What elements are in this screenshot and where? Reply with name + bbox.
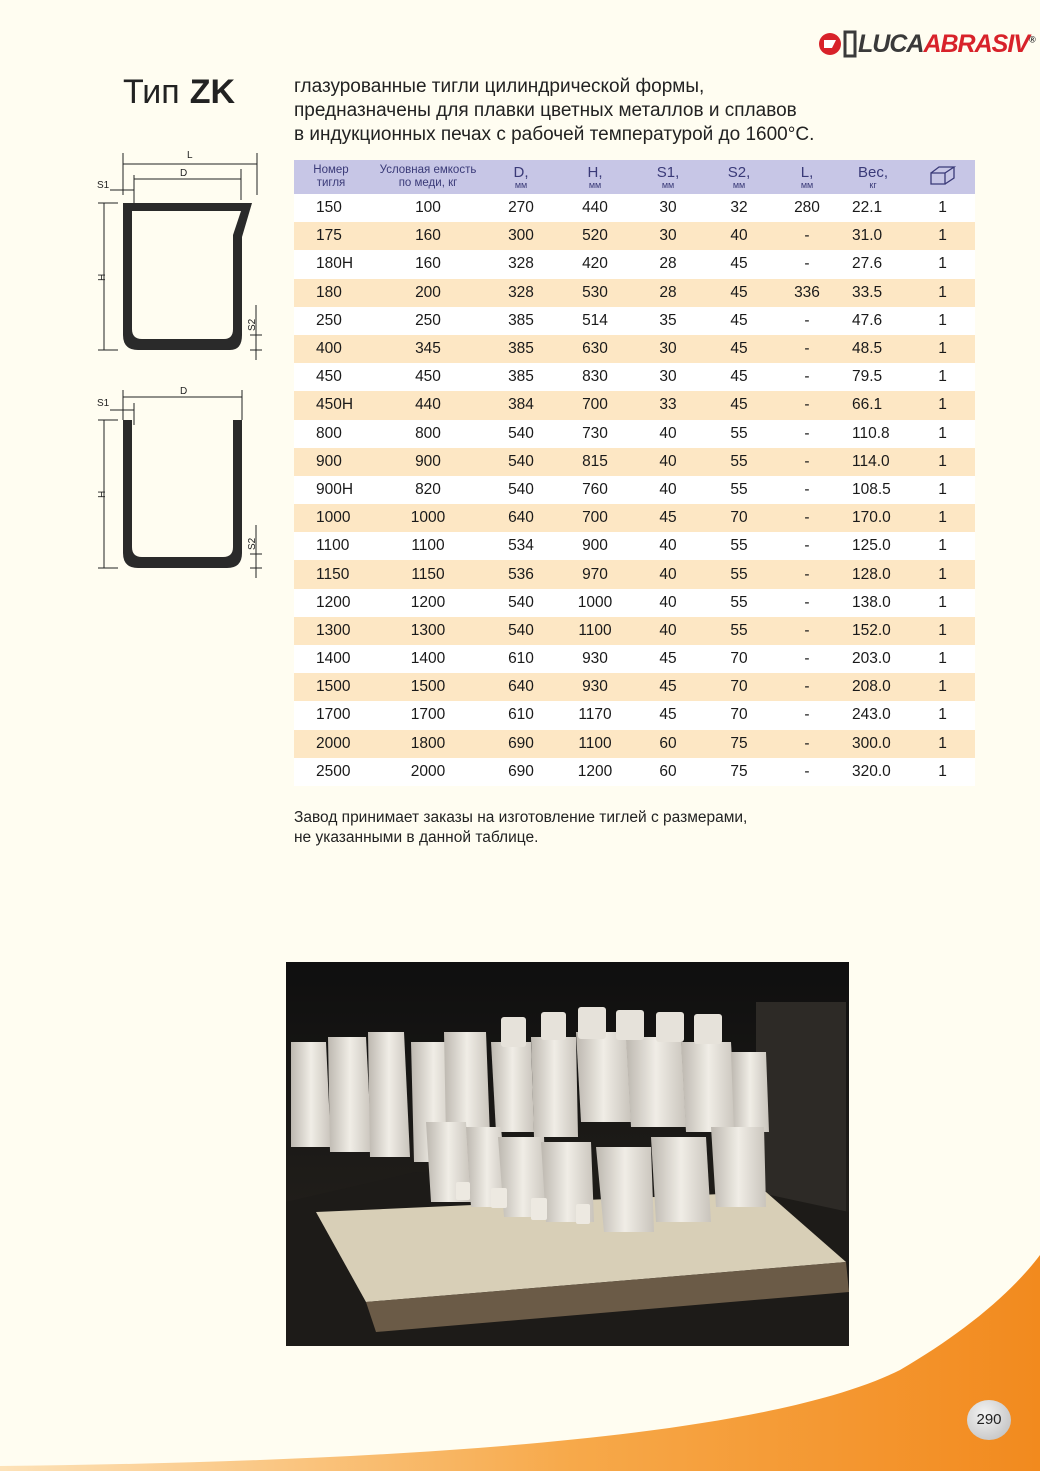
table-cell: 300.0 — [836, 730, 910, 758]
table-cell: 700 — [554, 391, 636, 419]
table-cell: 1700 — [294, 701, 368, 729]
table-cell: 55 — [700, 532, 778, 560]
table-cell: 55 — [700, 589, 778, 617]
table-cell: 45 — [700, 307, 778, 335]
cylindrical-crucible-outline — [123, 420, 242, 568]
table-row — [294, 448, 975, 476]
table-row — [294, 730, 975, 758]
table-cell: 900 — [554, 532, 636, 560]
table-cell: 138.0 — [836, 589, 910, 617]
table-cell: 55 — [700, 448, 778, 476]
header-line: Условная емкость — [379, 164, 477, 176]
header-line: S2, — [727, 163, 751, 181]
table-cell: 900 — [294, 448, 368, 476]
table-row — [294, 645, 975, 673]
table-cell: 540 — [488, 420, 554, 448]
table-cell: 385 — [488, 307, 554, 335]
table-cell: 328 — [488, 279, 554, 307]
table-cell: - — [778, 476, 836, 504]
header-S1 — [636, 160, 700, 194]
header-unit: кг — [869, 179, 877, 190]
table-cell: 336 — [778, 279, 836, 307]
table-cell: 45 — [636, 645, 700, 673]
table-cell: 243.0 — [836, 701, 910, 729]
table-cell: 1 — [910, 673, 975, 701]
header-line: Номер — [313, 164, 349, 176]
table-cell: 700 — [554, 504, 636, 532]
crucible-spec-table — [294, 160, 975, 786]
table-cell: 200 — [368, 279, 488, 307]
table-cell: 125.0 — [836, 532, 910, 560]
header-L — [778, 160, 836, 194]
table-cell: 385 — [488, 335, 554, 363]
table-cell: 180 — [294, 279, 368, 307]
table-cell: 33 — [636, 391, 700, 419]
table-cell: 203.0 — [836, 645, 910, 673]
table-cell: 1300 — [294, 617, 368, 645]
table-cell: 160 — [368, 250, 488, 278]
table-cell: 400 — [294, 335, 368, 363]
table-cell: 1 — [910, 448, 975, 476]
table-cell: 520 — [554, 222, 636, 250]
table-cell: 152.0 — [836, 617, 910, 645]
package-box-icon — [928, 164, 958, 186]
logo-text-abrasiv: ABRASIV — [923, 30, 1029, 58]
table-cell: 270 — [488, 194, 554, 222]
table-cell: 40 — [636, 560, 700, 588]
table-cell: 175 — [294, 222, 368, 250]
table-cell: 610 — [488, 645, 554, 673]
table-cell: 514 — [554, 307, 636, 335]
table-cell: 35 — [636, 307, 700, 335]
table-cell: - — [778, 532, 836, 560]
table-cell: 384 — [488, 391, 554, 419]
label-D-bottom: D — [180, 386, 188, 397]
table-cell: 530 — [554, 279, 636, 307]
table-cell: 1 — [910, 589, 975, 617]
registered-mark: ® — [1028, 34, 1035, 45]
table-cell: 40 — [636, 420, 700, 448]
table-cell: 1000 — [294, 504, 368, 532]
crucible-technical-drawing — [90, 145, 280, 585]
table-cell: 900H — [294, 476, 368, 504]
table-cell: 170.0 — [836, 504, 910, 532]
table-cell: 320.0 — [836, 758, 910, 786]
table-cell: 47.6 — [836, 307, 910, 335]
header-package — [910, 160, 975, 194]
table-cell: 28 — [636, 250, 700, 278]
table-cell: 75 — [700, 758, 778, 786]
table-cell: 60 — [636, 758, 700, 786]
header-H — [554, 160, 636, 194]
header-D — [488, 160, 554, 194]
table-cell: 22.1 — [836, 194, 910, 222]
table-cell: 28 — [636, 279, 700, 307]
label-S2: S2 — [247, 318, 258, 331]
label-D: D — [180, 168, 188, 179]
table-cell: 55 — [700, 617, 778, 645]
table-cell: 1 — [910, 758, 975, 786]
table-cell: 128.0 — [836, 560, 910, 588]
crucibles-photo — [286, 962, 849, 1346]
table-cell: 60 — [636, 730, 700, 758]
table-cell: 540 — [488, 476, 554, 504]
header-number — [294, 160, 368, 194]
table-cell: 40 — [636, 617, 700, 645]
table-cell: 27.6 — [836, 250, 910, 278]
table-cell: 1 — [910, 363, 975, 391]
table-row — [294, 307, 975, 335]
table-cell: 640 — [488, 673, 554, 701]
table-cell: 1300 — [368, 617, 488, 645]
table-row — [294, 673, 975, 701]
table-cell: 900 — [368, 448, 488, 476]
table-cell: 815 — [554, 448, 636, 476]
table-cell: - — [778, 589, 836, 617]
table-row — [294, 250, 975, 278]
table-cell: 45 — [700, 335, 778, 363]
table-cell: - — [778, 730, 836, 758]
table-cell: 32 — [700, 194, 778, 222]
table-cell: 45 — [700, 250, 778, 278]
table-cell: 1 — [910, 476, 975, 504]
table-row — [294, 363, 975, 391]
table-cell: 1 — [910, 701, 975, 729]
header-line: H, — [587, 163, 603, 181]
table-cell: 536 — [488, 560, 554, 588]
header-line: тигля — [316, 177, 346, 189]
title-type: ZK — [189, 73, 236, 111]
table-cell: - — [778, 560, 836, 588]
table-cell: 66.1 — [836, 391, 910, 419]
table-cell: 450 — [294, 363, 368, 391]
table-cell: 1100 — [294, 532, 368, 560]
label-S1: S1 — [97, 180, 110, 191]
table-cell: 610 — [488, 701, 554, 729]
table-cell: 800 — [368, 420, 488, 448]
crucible-with-spout-outline — [123, 203, 252, 350]
table-cell: 79.5 — [836, 363, 910, 391]
header-unit: мм — [800, 179, 814, 190]
table-cell: 1200 — [554, 758, 636, 786]
table-cell: - — [778, 448, 836, 476]
header-line: Вес, — [857, 163, 888, 181]
table-cell: 208.0 — [836, 673, 910, 701]
table-cell: 1400 — [368, 645, 488, 673]
table-cell: 1000 — [368, 504, 488, 532]
table-cell: 30 — [636, 194, 700, 222]
table-cell: 70 — [700, 673, 778, 701]
table-row — [294, 560, 975, 588]
table-cell: 1150 — [368, 560, 488, 588]
note-line: Завод принимает заказы на изготовление тиглей с размерами, — [294, 809, 748, 826]
table-cell: 1700 — [368, 701, 488, 729]
table-cell: 70 — [700, 645, 778, 673]
table-cell: 1200 — [368, 589, 488, 617]
table-cell: 30 — [636, 222, 700, 250]
table-cell: 1 — [910, 504, 975, 532]
label-H-bottom: H — [97, 490, 108, 498]
description-line: предназначены для плавки цветных металлов и сплавов — [294, 100, 797, 121]
table-cell: 70 — [700, 504, 778, 532]
table-cell: 1 — [910, 560, 975, 588]
table-row — [294, 194, 975, 222]
logo-text-luca: LUCA — [858, 30, 924, 58]
header-line: S1, — [656, 163, 680, 181]
table-cell: 55 — [700, 420, 778, 448]
order-note — [294, 808, 747, 848]
table-cell: 1800 — [368, 730, 488, 758]
page-number-badge: 290 — [967, 1400, 1011, 1440]
table-cell: 1 — [910, 335, 975, 363]
table-cell: 820 — [368, 476, 488, 504]
brand-logo — [858, 30, 1035, 59]
table-row — [294, 589, 975, 617]
table-cell: 150 — [294, 194, 368, 222]
table-cell: 48.5 — [836, 335, 910, 363]
table-row — [294, 758, 975, 786]
table-cell: 930 — [554, 673, 636, 701]
table-cell: - — [778, 391, 836, 419]
page-title — [123, 73, 235, 112]
table-cell: 440 — [554, 194, 636, 222]
table-cell: 100 — [368, 194, 488, 222]
table-cell: 1100 — [554, 617, 636, 645]
table-cell: 830 — [554, 363, 636, 391]
label-S2-bottom: S2 — [247, 537, 258, 550]
table-cell: 1000 — [554, 589, 636, 617]
table-cell: 630 — [554, 335, 636, 363]
table-row — [294, 532, 975, 560]
table-cell: 45 — [636, 673, 700, 701]
table-cell: 534 — [488, 532, 554, 560]
label-L: L — [187, 150, 193, 161]
table-cell: 540 — [488, 617, 554, 645]
table-cell: 30 — [636, 363, 700, 391]
table-cell: 1 — [910, 391, 975, 419]
table-cell: 1170 — [554, 701, 636, 729]
table-cell: 250 — [368, 307, 488, 335]
table-cell: 114.0 — [836, 448, 910, 476]
table-cell: 1 — [910, 645, 975, 673]
table-row — [294, 617, 975, 645]
table-cell: 730 — [554, 420, 636, 448]
table-cell: 328 — [488, 250, 554, 278]
table-cell: 345 — [368, 335, 488, 363]
table-cell: - — [778, 701, 836, 729]
header-unit: мм — [514, 179, 528, 190]
label-H: H — [97, 273, 108, 281]
table-cell: - — [778, 363, 836, 391]
table-cell: 75 — [700, 730, 778, 758]
table-cell: 1 — [910, 250, 975, 278]
table-cell: 45 — [700, 279, 778, 307]
table-cell: - — [778, 335, 836, 363]
table-cell: 1200 — [294, 589, 368, 617]
table-cell: - — [778, 250, 836, 278]
table-cell: 1500 — [368, 673, 488, 701]
table-cell: 2000 — [294, 730, 368, 758]
table-cell: 1 — [910, 730, 975, 758]
table-cell: 640 — [488, 504, 554, 532]
table-cell: 1100 — [368, 532, 488, 560]
header-unit: мм — [732, 179, 746, 190]
table-cell: 690 — [488, 758, 554, 786]
header-line: L, — [800, 163, 814, 181]
description-line: в индукционных печах с рабочей температурой до 1600°C. — [294, 124, 815, 145]
table-header-row — [294, 160, 975, 194]
table-cell: 40 — [636, 532, 700, 560]
description — [294, 75, 944, 147]
table-row — [294, 701, 975, 729]
header-line: D, — [513, 163, 529, 181]
table-row — [294, 504, 975, 532]
label-S1-bottom: S1 — [97, 398, 110, 409]
table-cell: 30 — [636, 335, 700, 363]
table-cell: 108.5 — [836, 476, 910, 504]
table-cell: 540 — [488, 589, 554, 617]
table-cell: - — [778, 758, 836, 786]
table-cell: - — [778, 673, 836, 701]
table-cell: 280 — [778, 194, 836, 222]
table-cell: 70 — [700, 701, 778, 729]
table-cell: 250 — [294, 307, 368, 335]
table-cell: 385 — [488, 363, 554, 391]
table-row — [294, 222, 975, 250]
table-cell: 450 — [368, 363, 488, 391]
table-row — [294, 335, 975, 363]
table-cell: 450H — [294, 391, 368, 419]
header-line: по меди, кг — [398, 177, 458, 189]
title-prefix: Тип — [123, 73, 180, 111]
table-cell: 55 — [700, 476, 778, 504]
table-cell: 1 — [910, 617, 975, 645]
table-row — [294, 279, 975, 307]
table-row — [294, 476, 975, 504]
table-cell: 2500 — [294, 758, 368, 786]
table-cell: 2000 — [368, 758, 488, 786]
table-cell: - — [778, 617, 836, 645]
table-cell: 31.0 — [836, 222, 910, 250]
table-cell: 40 — [636, 448, 700, 476]
note-line: не указанными в данной таблице. — [294, 829, 539, 846]
table-cell: 110.8 — [836, 420, 910, 448]
table-cell: 1 — [910, 279, 975, 307]
table-cell: 690 — [488, 730, 554, 758]
table-cell: 45 — [636, 504, 700, 532]
table-cell: 440 — [368, 391, 488, 419]
header-capacity — [368, 160, 488, 194]
table-cell: 1100 — [554, 730, 636, 758]
table-cell: - — [778, 307, 836, 335]
table-cell: 1 — [910, 420, 975, 448]
table-cell: 970 — [554, 560, 636, 588]
table-cell: 300 — [488, 222, 554, 250]
header-unit: мм — [588, 179, 602, 190]
table-cell: - — [778, 645, 836, 673]
table-cell: - — [778, 222, 836, 250]
table-cell: 540 — [488, 448, 554, 476]
table-cell: 1 — [910, 307, 975, 335]
table-cell: 40 — [636, 589, 700, 617]
table-cell: 1400 — [294, 645, 368, 673]
table-cell: 55 — [700, 560, 778, 588]
table-cell: 1 — [910, 222, 975, 250]
description-line: глазурованные тигли цилиндрической формы, — [294, 76, 705, 97]
table-cell: 40 — [700, 222, 778, 250]
table-cell: 800 — [294, 420, 368, 448]
table-cell: 45 — [700, 363, 778, 391]
table-cell: 45 — [636, 701, 700, 729]
table-cell: 180H — [294, 250, 368, 278]
table-cell: 160 — [368, 222, 488, 250]
table-cell: 420 — [554, 250, 636, 278]
table-cell: 760 — [554, 476, 636, 504]
table-row — [294, 420, 975, 448]
table-cell: 1 — [910, 194, 975, 222]
table-cell: 1500 — [294, 673, 368, 701]
table-cell: 930 — [554, 645, 636, 673]
header-weight — [836, 160, 910, 194]
table-cell: - — [778, 420, 836, 448]
table-cell: 1 — [910, 532, 975, 560]
header-unit: мм — [661, 179, 675, 190]
table-cell: 40 — [636, 476, 700, 504]
table-cell: 1150 — [294, 560, 368, 588]
table-cell: 45 — [700, 391, 778, 419]
table-cell: - — [778, 504, 836, 532]
table-row — [294, 391, 975, 419]
table-cell: 33.5 — [836, 279, 910, 307]
header-S2 — [700, 160, 778, 194]
